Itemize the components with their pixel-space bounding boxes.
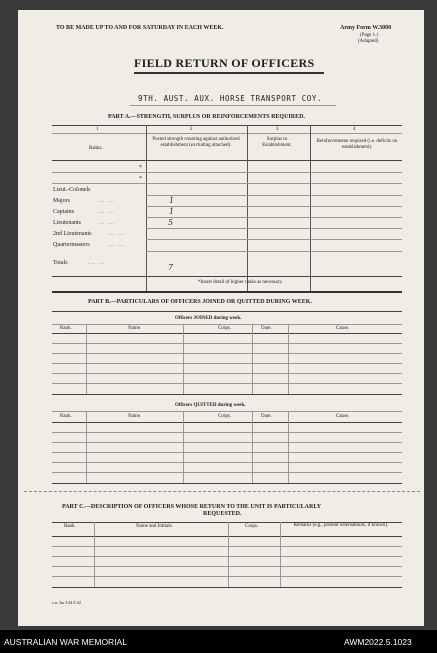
leader-dots: ... ...	[98, 209, 116, 215]
rank-row-rule	[146, 195, 402, 196]
quitted-col-divider	[183, 411, 184, 483]
col-head-reinforcements: Reinforcements required (i.e. deficits on establishment).	[316, 139, 398, 150]
part-c-col-corps: Corps.	[245, 524, 259, 529]
rank-row-posted: 5	[168, 218, 174, 227]
printer-mark: s.w. 3m 5/44 E 62	[52, 600, 81, 605]
quitted-col-date: Date.	[261, 414, 272, 419]
part-c-bottom-rule	[52, 587, 402, 588]
quitted-row-rule	[52, 462, 402, 463]
leader-dots: ... ...	[88, 260, 106, 266]
part-c-row-rule	[52, 566, 402, 567]
part-b-heading: PART B.—PARTICULARS OF OFFICERS JOINED OR QUITTED DURING WEEK.	[88, 299, 312, 305]
part-a-col-divider-2	[247, 125, 248, 291]
col-number-3: 3	[276, 127, 279, 132]
quitted-row-rule	[52, 432, 402, 433]
rank-row-rule	[146, 228, 402, 229]
quitted-col-divider	[252, 411, 253, 483]
joined-row-rule	[52, 383, 402, 384]
title-underline	[134, 72, 324, 74]
number-row-rule	[52, 133, 402, 134]
rank-row-rule	[146, 239, 402, 240]
quitted-col-divider	[86, 411, 87, 483]
unit-name: 9TH. AUST. AUX. HORSE TRANSPORT COY.	[138, 94, 323, 103]
joined-bottom-rule	[52, 394, 402, 395]
totals-value: 7	[168, 263, 174, 272]
rank-row-posted: 1	[169, 207, 175, 216]
archive-name: AUSTRALIAN WAR MEMORIAL	[4, 637, 127, 647]
page-title: FIELD RETURN OF OFFICERS	[134, 56, 315, 70]
part-c-row-rule	[52, 546, 402, 547]
unit-line	[130, 105, 336, 106]
rank-row-rule	[146, 217, 402, 218]
joined-col-divider	[288, 324, 289, 394]
joined-row-rule	[52, 373, 402, 374]
accession-number: AWM2022.5.1023	[344, 637, 412, 647]
joined-col-rank: Rank.	[60, 326, 72, 331]
col-head-posted: Posted strength counting against authorized establishment (excluding attached).	[152, 137, 240, 148]
quitted-header-rule	[52, 422, 402, 423]
leader-dots: ... ...	[98, 198, 116, 204]
joined-col-name: Name.	[128, 326, 142, 331]
page-note: (Page 1.)	[360, 33, 379, 38]
col-head-surplus: Surplus to Establishment.	[262, 137, 292, 148]
leader-dots: ... ...	[108, 231, 126, 237]
rank-row-label: Lieut.-Colonels	[53, 187, 91, 193]
part-c-col-divider	[228, 522, 229, 587]
rank-row-label: Majors	[53, 198, 70, 204]
part-c-heading-line2: REQUESTED.	[203, 511, 242, 517]
part-a-heading: PART A.—STRENGTH, SURPLUS OR REINFORCEMENTS REQUIRED.	[108, 114, 305, 120]
quitted-col-rank: Rank.	[60, 414, 72, 419]
quitted-title-rule	[52, 411, 402, 412]
quitted-table-title: Officers QUITTED during week.	[175, 403, 246, 408]
blank-row-rule	[52, 172, 402, 173]
joined-header-rule	[52, 333, 402, 334]
part-a-closing-rule	[52, 291, 402, 293]
col-number-2: 2	[190, 127, 193, 132]
joined-col-corps: Corps.	[218, 326, 232, 331]
rank-row-label: Captains	[53, 209, 74, 215]
col-head-ranks: Ranks.	[89, 146, 103, 151]
form-sheet	[18, 10, 424, 626]
rank-row-rule	[146, 206, 402, 207]
archive-caption-bar	[0, 630, 437, 653]
quitted-col-name: Name.	[128, 414, 142, 419]
rank-row-posted: 1	[169, 196, 175, 205]
fold-line	[24, 491, 420, 492]
blank-row-rule	[52, 183, 402, 184]
col-number-4: 4	[353, 127, 356, 132]
quitted-row-rule	[52, 452, 402, 453]
weekly-instruction: TO BE MADE UP TO AND FOR SATURDAY IN EACH WEEK.	[56, 25, 224, 31]
joined-row-rule	[52, 343, 402, 344]
joined-col-divider	[183, 324, 184, 394]
part-a-col-divider-1	[146, 125, 147, 291]
quitted-col-divider	[288, 411, 289, 483]
joined-row-rule	[52, 353, 402, 354]
totals-label: Totals	[53, 260, 68, 266]
col-number-1: 1	[96, 127, 99, 132]
joined-col-date: Date.	[261, 326, 272, 331]
part-c-row-rule	[52, 576, 402, 577]
part-a-col-divider-3	[310, 125, 311, 291]
part-a-bottom-rule	[52, 276, 402, 277]
joined-col-divider	[252, 324, 253, 394]
form-number: Army Form W.3008	[340, 25, 392, 31]
part-c-header-rule	[52, 536, 402, 537]
part-c-col-remarks: Remarks (e.g., present whereabouts, if known).	[293, 523, 389, 528]
quitted-row-rule	[52, 472, 402, 473]
column-head-rule	[52, 160, 402, 161]
rank-row-rule	[146, 251, 402, 252]
leader-dots: ... ...	[98, 220, 116, 226]
quitted-bottom-rule	[52, 483, 402, 484]
leader-dots: ... ...	[108, 242, 126, 248]
rank-row-label: 2nd Lieutenants	[53, 231, 92, 237]
quitted-row-rule	[52, 442, 402, 443]
joined-row-rule	[52, 363, 402, 364]
higher-rank-star-2: *	[139, 176, 142, 182]
part-a-footnote: *Insert detail of higher ranks as necessary.	[198, 280, 283, 285]
part-c-heading-line1: PART C.—DESCRIPTION OF OFFICERS WHOSE RETURN TO THE UNIT IS PARTICULARLY	[62, 504, 322, 510]
joined-col-cause: Cause.	[336, 326, 350, 331]
higher-rank-star-1: *	[139, 165, 142, 171]
joined-title-rule	[52, 324, 402, 325]
part-c-row-rule	[52, 556, 402, 557]
part-b-top-rule	[52, 311, 402, 312]
rank-row-label: Lieutenants	[53, 220, 81, 226]
joined-col-divider	[86, 324, 87, 394]
part-c-col-divider	[94, 522, 95, 587]
rank-row-label: Quartermasters	[53, 242, 90, 248]
part-c-col-name: Name and Initials.	[136, 524, 173, 529]
quitted-col-corps: Corps.	[218, 414, 232, 419]
quitted-col-cause: Cause.	[336, 414, 350, 419]
joined-table-title: Officers JOINED during week.	[175, 316, 242, 321]
adapted-note: (Adapted)	[358, 39, 379, 44]
part-c-col-rank: Rank.	[64, 524, 76, 529]
part-a-top-rule	[52, 125, 402, 126]
part-c-col-divider	[280, 522, 281, 587]
